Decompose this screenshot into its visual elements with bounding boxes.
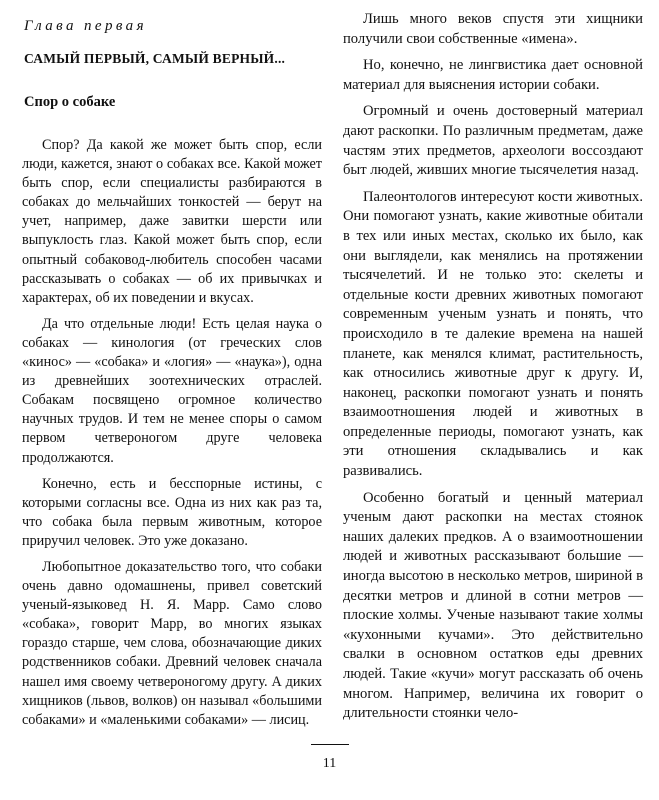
chapter-label: Глава первая <box>24 18 147 34</box>
paragraph: Конечно, есть и бесспорные истины, с которыми согласны все. Одна из них как раз та, что собака была первым животным, которое приручил человек. Это уже доказано. <box>22 475 322 549</box>
paragraph: Но, конечно, не лингвистика дает основной материал для выяснения истории собаки. <box>343 57 643 93</box>
paragraph: Особенно богатый и ценный материал ученым дают раскопки на местах стоянок наших далеких предков. А о взаимоотношении людей и животных рассказывают большие — иногда высотою в несколько метров, шириной в десятки метров и длиной в сотни метров — плоские холмы. Ученые называют такие холмы «кухонными кучами». Это действительно свалки в основном остатков еды древних людей. Такие «кучи» могут рассказать об очень многом. Например, величина их говорит о длительности стоянки чело- <box>343 489 643 722</box>
paragraph: Спор? Да какой же может быть спор, если люди, кажется, знают о собаках все. Какой может быть спор, если специалисты разбираются в собаках до мельчайших тонкостей — берут на учет, например, даже завитки шерсти или выпуклость глаз. Какой может быть спор, если опытный собаковод-любитель способен часами рассказывать о собаках — об их привычках и характерах, об их поведении и вкусах. <box>22 137 322 306</box>
paragraph: Огромный и очень достоверный материал дают раскопки. По различным предметам, даже частям этих предметов, археологи воссоздают быт людей, живших многие тысячелетия назад. <box>343 103 643 179</box>
page-number: 11 <box>322 756 337 771</box>
paragraph: Лишь много веков спустя эти хищники получили свои собственные «имена». <box>343 11 643 47</box>
paragraph: Да что отдельные люди! Есть целая наука о собаках — кинология (от греческих слов «кинос» — «собака» и «логия» — «наука»), одна из древнейших зоотехнических отраслей. Собакам посвящено огромное количество научных трудов. И тем не менее споры о самом первом четвероногом друге человека продолжаются. <box>22 315 322 466</box>
section-title: Спор о собаке <box>24 94 116 110</box>
footer-rule <box>311 744 349 745</box>
right-column <box>343 10 643 731</box>
chapter-title: САМЫЙ ПЕРВЫЙ, САМЫЙ ВЕРНЫЙ... <box>24 51 286 66</box>
paragraph: Любопытное доказательство того, что собаки очень давно одомашнены, привел советский ученый-языковед Н. Я. Марр. Само слово «собака», говорит Марр, во многих языках гораздо старше, чем слова, обозначающие диких родственников собаки. Древний человек сначала нашел имя своему четвероногому другу. А диких хищников (львов, волков) он называл «большими собаками» и «маленькими собаками» — лисиц. <box>22 558 322 728</box>
left-column <box>22 10 322 737</box>
paragraph: Палеонтологов интересуют кости животных. Они помогают узнать, какие животные обитали в тех или иных местах, сколько их было, как они выглядели, как менялись на протяжении тысячелетий. И не только это: скелеты и отдельные кости древних животных помогают современным ученым узнать и понять, что происходило в те далекие времена на нашей планете, как менялся климат, растительность, как относились животные друг к другу. И, наконец, раскопки помогают узнать и понять взаимоотношения людей и животных в определенные периоды, помогают узнать, как эти отношения складывались и как развивались. <box>343 188 643 480</box>
